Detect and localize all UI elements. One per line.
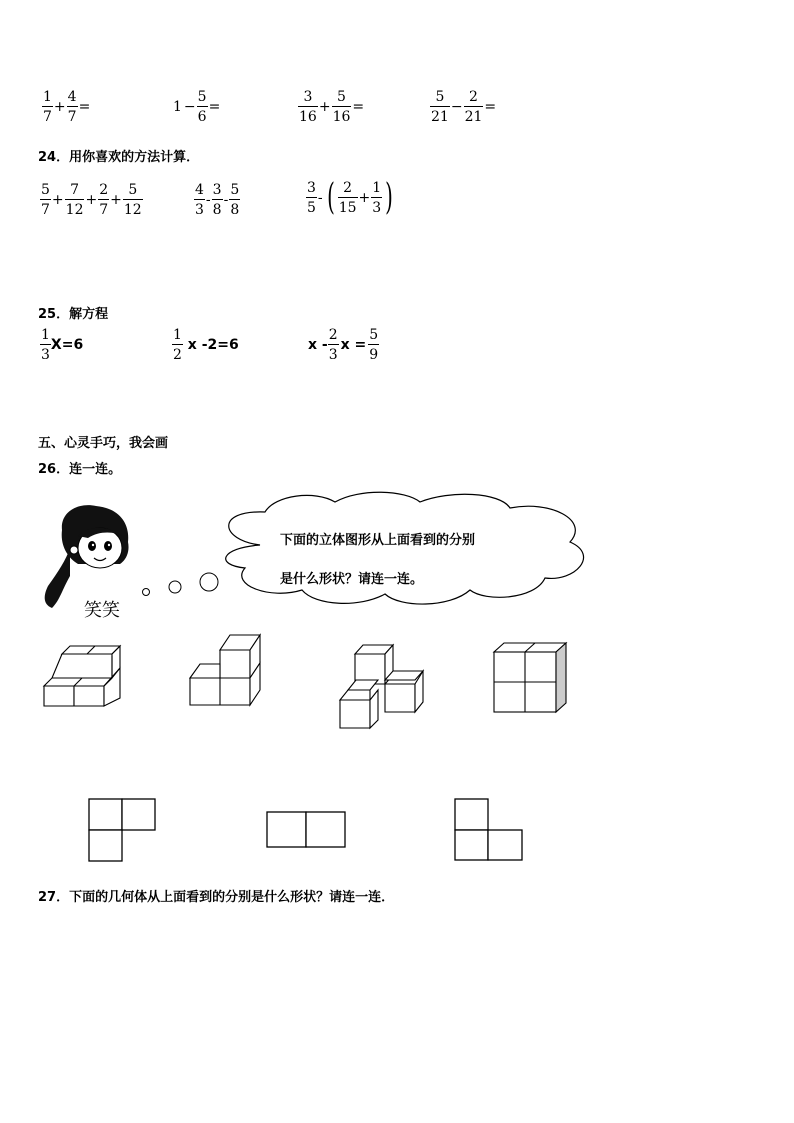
girl-icon bbox=[45, 505, 129, 608]
q25-expr-1: $\frac{1}{3}$ X=6 bbox=[41, 327, 84, 363]
q27-heading: 27．下面的几何体从上面看到的分别是什么形状？请连一连． bbox=[38, 890, 395, 905]
top-view-3 bbox=[455, 799, 522, 860]
thought-dot-large bbox=[200, 573, 218, 591]
thought-bubble-line-1: 下面的立体图形从上面看到的分别 bbox=[280, 533, 476, 548]
section5-heading: 五、心灵手巧，我会画 bbox=[38, 436, 169, 451]
thought-bubble-line-2: 是什么形状？请连一连。 bbox=[280, 572, 424, 587]
top-view-2 bbox=[267, 812, 345, 847]
solid-figure-1 bbox=[44, 646, 120, 706]
fraction: $\frac{5}{21}$ bbox=[431, 89, 449, 125]
solid-figure-2 bbox=[190, 635, 260, 705]
row1-expr-1: $\frac{1}{7}$ + $\frac{4}{7}$ = bbox=[43, 89, 91, 125]
q25-expr-2: $\frac{1}{2}$ x -2=6 bbox=[173, 327, 239, 363]
solid-figures bbox=[0, 620, 794, 740]
thought-cloud bbox=[226, 492, 584, 604]
solid-figure-3 bbox=[340, 645, 423, 728]
fraction: $\frac{2}{21}$ bbox=[464, 89, 483, 125]
q24-heading: 24．用你喜欢的方法计算． bbox=[38, 150, 200, 165]
row1-expr-2: 1 − $\frac{5}{6}$ = bbox=[173, 89, 221, 125]
q24-expr-1: $\frac{5}{7}$ + $\frac{7}{12}$ + $\frac{2}{7}$ + $\frac{5}{12}$ bbox=[41, 182, 142, 218]
fraction: $\frac{1}{7}$ bbox=[43, 89, 52, 125]
thought-dot-small bbox=[143, 589, 150, 596]
fraction: $\frac{5}{6}$ bbox=[197, 89, 207, 125]
row1-expr-4: $\frac{5}{21}$ − $\frac{2}{21}$ = bbox=[431, 89, 497, 125]
fraction: $\frac{3}{16}$ bbox=[299, 89, 317, 125]
q26-heading: 26．连一连。 bbox=[38, 462, 122, 477]
q24-expr-2: $\frac{4}{3}$ - $\frac{3}{8}$ - $\frac{5}{8}$ bbox=[195, 182, 240, 218]
q24-expr-3: $\frac{3}{5}$ - ( $\frac{2}{15}$ + $\frac{1}{3}$ ) bbox=[307, 177, 394, 218]
solid-figure-4 bbox=[494, 643, 566, 712]
girl-name-label: 笑笑 bbox=[84, 600, 120, 621]
top-view-1 bbox=[89, 799, 155, 861]
fraction: $\frac{5}{16}$ bbox=[332, 89, 351, 125]
thought-dot-medium bbox=[169, 581, 181, 593]
q25-heading: 25．解方程 bbox=[38, 307, 109, 322]
fraction: $\frac{4}{7}$ bbox=[67, 89, 77, 125]
q25-expr-3: x - $\frac{2}{3}$ x = $\frac{5}{9}$ bbox=[308, 327, 379, 363]
row1-expr-3: $\frac{3}{16}$ + $\frac{5}{16}$ = bbox=[299, 89, 365, 125]
top-view-shapes bbox=[0, 790, 794, 870]
